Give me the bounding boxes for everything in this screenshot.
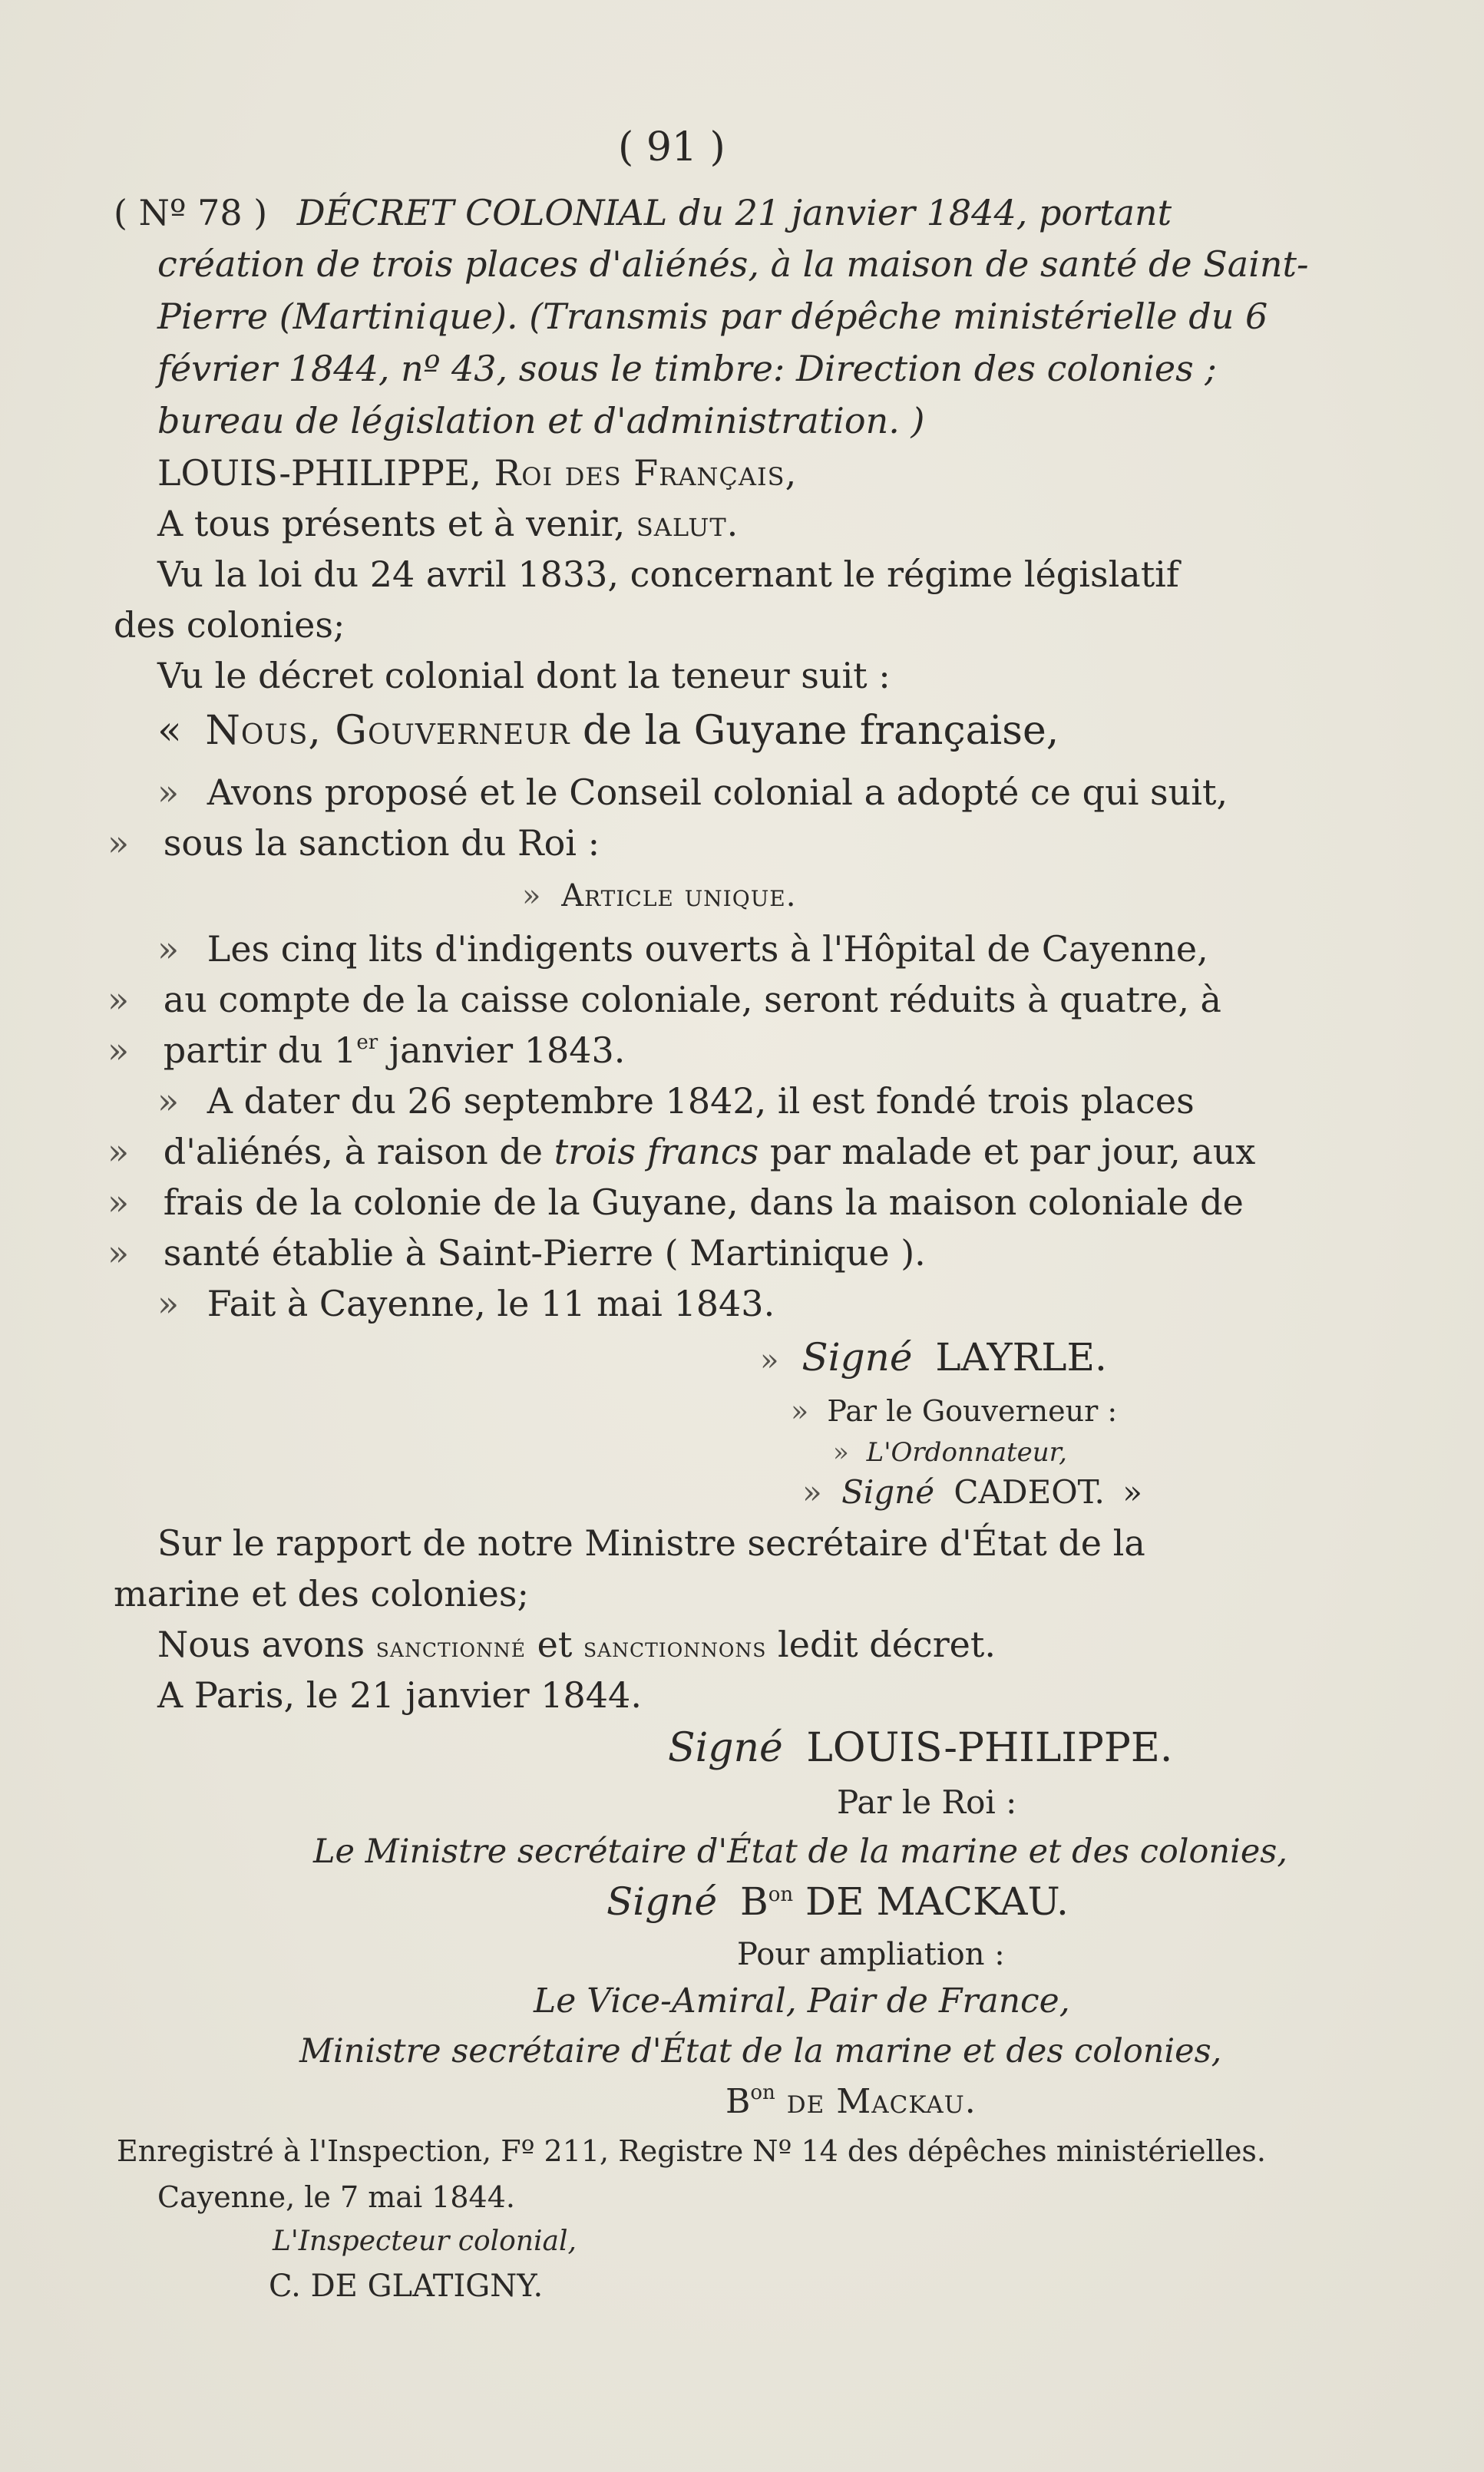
- signe-cadeot: » Signé CADEOT. »: [802, 1473, 1142, 1511]
- decree-header-line-2: création de trois places d'aliénés, à la maison de santé de Saint-: [157, 243, 1309, 285]
- avons-line-1: » Avons proposé et le Conseil colonial a adopté ce qui suit,: [157, 772, 1228, 813]
- enregistre-line: Enregistré à l'Inspection, Fº 211, Registre Nº 14 des dépêches ministérielles.: [117, 2134, 1267, 2168]
- decree-title: DÉCRET COLONIAL: [296, 192, 668, 233]
- glatigny: C. DE GLATIGNY.: [269, 2269, 544, 2304]
- opening-quote: «: [157, 708, 182, 754]
- para2-line-3: » frais de la colonie de la Guyane, dans la maison coloniale de: [107, 1181, 1244, 1223]
- para2-line-1: » A dater du 26 septembre 1842, il est fondé trois places: [157, 1080, 1195, 1122]
- para1-line-3: » partir du 1er janvier 1843.: [107, 1029, 626, 1071]
- guyane: de la Guyane française,: [570, 708, 1059, 754]
- para2-line-2: » d'aliénés, à raison de trois francs par malade et par jour, aux: [107, 1131, 1256, 1172]
- salut-line: [157, 499, 739, 548]
- avons-line-2: » sous la sanction du Roi :: [107, 822, 600, 864]
- para1-line-1: » Les cinq lits d'indigents ouverts à l'Hôpital de Cayenne,: [157, 928, 1208, 970]
- decree-header-line-3: Pierre (Martinique). (Transmis par dépêche ministérielle du 6: [157, 296, 1268, 337]
- page-number: ( 91 ): [618, 124, 725, 170]
- king-title: , Roi des Français,: [470, 452, 798, 494]
- article-heading: » Article unique.: [522, 878, 797, 914]
- cont-mark: »: [157, 772, 180, 813]
- rapport-line-1: Sur le rapport de notre Ministre secrétaire d'État de la: [157, 1522, 1145, 1564]
- signe-louis-philippe: Signé LOUIS-PHILIPPE.: [668, 1725, 1173, 1771]
- signe-mackau: Signé $B^{on}$ DE MACKAU.: [606, 1879, 1069, 1924]
- salut-text: A tous présents et à venir,: [157, 503, 636, 544]
- decree-header-line-1: [114, 188, 1172, 237]
- decree-header-line-5: bureau de législation et d'administration. ): [157, 400, 925, 441]
- nous-line: [157, 706, 1059, 755]
- par-le-gouverneur: » Par le Gouverneur :: [791, 1394, 1118, 1428]
- vu-loi-line-2: des colonies;: [114, 604, 345, 646]
- ministre-line: Le Ministre secrétaire d'État de la marine et des colonies,: [313, 1833, 1288, 1871]
- closing-quote: »: [1122, 1473, 1142, 1511]
- par-le-roi: Par le Roi :: [837, 1783, 1017, 1821]
- king-line: [157, 448, 797, 497]
- decree-title-rest: du 21 janvier 1844, portant: [667, 192, 1172, 233]
- vu-loi-line-1: Vu la loi du 24 avril 1833, concernant le régime législatif: [157, 554, 1179, 595]
- signe-layrle: » Signé LAYRLE.: [760, 1335, 1107, 1380]
- nous-gouverneur: Nous, Gouverneur: [205, 708, 570, 754]
- paris-date: A Paris, le 21 janvier 1844.: [157, 1674, 642, 1716]
- pour-ampliation: Pour ampliation :: [737, 1937, 1005, 1972]
- vice-amiral: Le Vice-Amiral, Pair de France,: [534, 1981, 1070, 2021]
- para1-line-2: » au compte de la caisse coloniale, seront réduits à quatre, à: [107, 979, 1221, 1020]
- rapport-line-2: marine et des colonies;: [114, 1573, 529, 1614]
- sanction-line: Nous avons sanctionné et sanctionnons ledit décret.: [157, 1624, 996, 1665]
- king-name: LOUIS-PHILIPPE: [157, 452, 471, 494]
- para2-line-4: » santé établie à Saint-Pierre ( Martinique ).: [107, 1232, 926, 1274]
- decree-number: ( Nº 78 ): [114, 192, 268, 233]
- salut-word: salut.: [636, 503, 739, 544]
- cayenne-date: Cayenne, le 7 mai 1844.: [157, 2180, 515, 2214]
- decree-header-line-4: février 1844, nº 43, sous le timbre: Direction des colonies ;: [157, 348, 1217, 389]
- bon-de-mackau: $B^{on}$ de Mackau.: [725, 2081, 977, 2121]
- ordonnateur: » L'Ordonnateur,: [833, 1437, 1067, 1468]
- inspecteur-colonial: L'Inspecteur colonial,: [273, 2226, 577, 2257]
- ministre-line-2: Ministre secrétaire d'État de la marine et des colonies,: [299, 2032, 1222, 2070]
- vu-decret-line: Vu le décret colonial dont la teneur suit :: [157, 655, 891, 696]
- fait-line: » Fait à Cayenne, le 11 mai 1843.: [157, 1283, 775, 1324]
